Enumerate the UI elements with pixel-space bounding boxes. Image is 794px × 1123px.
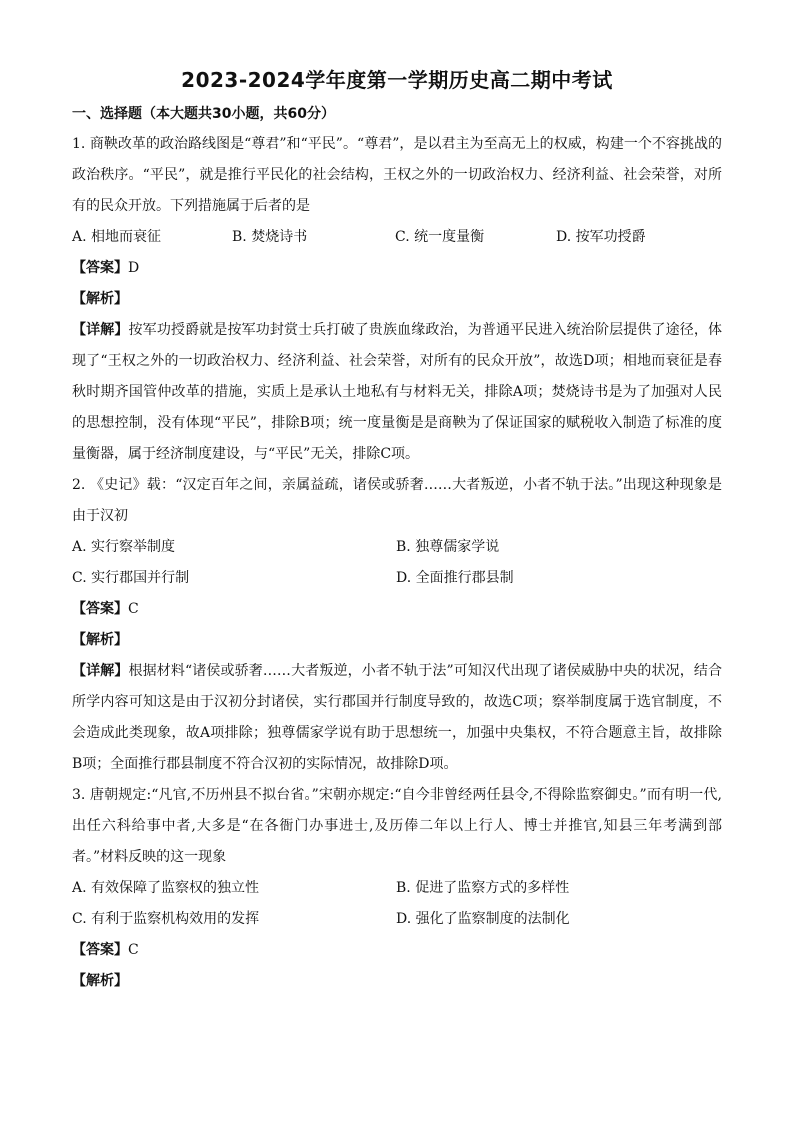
answer-value: D (128, 260, 140, 276)
analysis-label: 【解析】 (72, 973, 128, 989)
question-2-options (72, 532, 722, 594)
detail-text: 根据材料“诸侯或骄奢……大者叛逆，小者不轨于法”可知汉代出现了诸侯威胁中央的状况，结合所学内容可知这是由于汉初分封诸侯，实行郡国并行制度导致的，故选C项；察举制度属于选官制度，不会造成此类现象，故A项排除；独尊儒家学说有助于思想统一，加强中央集权，不符合题意主旨，故排除B项；全面推行郡县制度不符合汉初的实际情况，故排除D项。 (72, 663, 723, 772)
option-d: D. 全面推行郡县制 (396, 570, 514, 586)
option-c: C. 统一度量衡 (395, 229, 485, 245)
question-1-answer (72, 253, 722, 284)
question-3-options (72, 873, 722, 935)
detail-label: 【详解】 (72, 322, 129, 338)
question-1-options (72, 222, 722, 253)
analysis-label: 【解析】 (72, 632, 128, 648)
option-a: A. 有效保障了监察权的独立性 (72, 880, 260, 896)
option-d: D. 按军功授爵 (556, 229, 646, 245)
answer-label: 【答案】 (72, 601, 128, 617)
question-3-stem: 3. 唐朝规定:“凡官,不历州县不拟台省。”宋朝亦规定:“自今非曾经两任县令,不得除监察御史。”而有明一代,出任六科给事中者,大多是“在各衙门办事进士,及历俸二年以上行人、博士并推官,知县三年考满到部者。”材料反映的这一现象 (72, 787, 722, 865)
answer-value: C (128, 601, 139, 617)
option-d: D. 强化了监察制度的法制化 (396, 911, 570, 927)
question-1-detail (72, 315, 722, 470)
answer-label: 【答案】 (72, 942, 128, 958)
analysis-label: 【解析】 (72, 291, 128, 307)
option-b: B. 独尊儒家学说 (396, 539, 500, 555)
option-c: C. 有利于监察机构效用的发挥 (72, 911, 260, 927)
question-2-stem: 2. 《史记》载：“汉定百年之间，亲属益疏，诸侯或骄奢……大者叛逆，小者不轨于法。”出现这种现象是由于汉初 (72, 477, 722, 524)
section-heading: 一、选择题（本大题共30小题，共60分） (72, 106, 335, 122)
question-1-analysis (72, 284, 722, 315)
question-3-answer (72, 935, 722, 966)
option-b: B. 焚烧诗书 (232, 229, 308, 245)
answer-label: 【答案】 (72, 260, 128, 276)
option-a: A. 相地而衰征 (72, 229, 162, 245)
answer-value: C (128, 942, 139, 958)
option-a: A. 实行察举制度 (72, 539, 176, 555)
question-2-detail (72, 656, 722, 780)
detail-text: 按军功授爵就是按军功封赏士兵打破了贵族血缘政治，为普通平民进入统治阶层提供了途径，体现了“王权之外的一切政治权力、经济利益、社会荣誉，对所有的民众开放”，故选D项；相地而衰征是春秋时期齐国管仲改革的措施，实质上是承认土地私有与材料无关，排除A项；焚烧诗书是为了加强对人民的思想控制，没有体现“平民”，排除B项；统一度量衡是是商鞅为了保证国家的赋税收入制造了标准的度量衡器，属于经济制度建设，与“平民”无关，排除C项。 (72, 322, 723, 462)
question-3-analysis (72, 966, 722, 997)
page-title: 2023-2024学年度第一学期历史高二期中考试 (181, 68, 613, 92)
exam-page (72, 64, 722, 997)
question-2-analysis (72, 625, 722, 656)
option-b: B. 促进了监察方式的多样性 (396, 880, 570, 896)
detail-label: 【详解】 (72, 663, 129, 679)
option-c: C. 实行郡国并行制 (72, 570, 190, 586)
question-2-answer (72, 594, 722, 625)
question-1-stem: 1. 商鞅改革的政治路线图是“尊君”和“平民”。“尊君”，是以君主为至高无上的权威，构建一个不容挑战的政治秩序。“平民”，就是推行平民化的社会结构，王权之外的一切政治权力、经济利益、社会荣誉，对所有的民众开放。下列措施属于后者的是 (72, 136, 722, 214)
